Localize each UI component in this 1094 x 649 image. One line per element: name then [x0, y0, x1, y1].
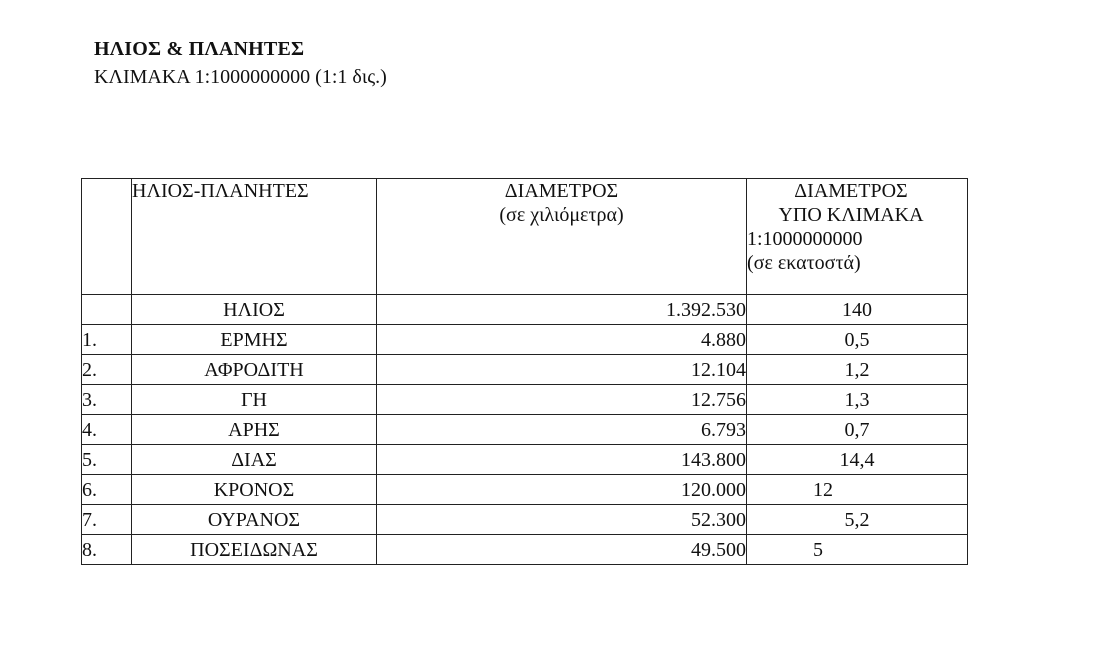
row-diameter: 120.000 [377, 475, 747, 505]
row-scaled: 5,2 [747, 505, 968, 535]
header-name: ΗΛΙΟΣ-ΠΛΑΝΗΤΕΣ [132, 179, 377, 295]
row-diameter: 52.300 [377, 505, 747, 535]
row-scaled: 0,5 [747, 325, 968, 355]
row-number: 4. [82, 415, 132, 445]
table-row [82, 475, 968, 505]
row-number: 5. [82, 445, 132, 475]
table-row [82, 445, 968, 475]
planets-table [81, 178, 968, 565]
header-scaled-diameter [747, 179, 968, 295]
row-number: 1. [82, 325, 132, 355]
header-scaled-ratio: 1:1000000000 [747, 228, 863, 250]
document-subtitle: ΚΛΙΜΑΚΑ 1:1000000000 (1:1 δις.) [94, 66, 387, 88]
header-diameter-title: ΔΙΑΜΕΤΡΟΣ [504, 180, 619, 202]
document-title: ΗΛΙΟΣ & ΠΛΑΝΗΤΕΣ [94, 38, 305, 60]
row-scaled: 5 [747, 535, 968, 565]
row-scaled: 140 [747, 295, 968, 325]
row-scaled: 12 [747, 475, 968, 505]
table-header-row [82, 179, 968, 295]
table-row [82, 295, 968, 325]
table-row [82, 505, 968, 535]
header-scaled-subtitle: ΥΠΟ ΚΛΙΜΑΚΑ [778, 204, 924, 226]
row-scaled: 1,3 [747, 385, 968, 415]
table-row [82, 355, 968, 385]
row-scaled: 14,4 [747, 445, 968, 475]
header-diameter-unit: (σε χιλιόμετρα) [499, 204, 624, 226]
row-diameter: 6.793 [377, 415, 747, 445]
row-diameter: 4.880 [377, 325, 747, 355]
row-name: ΕΡΜΗΣ [132, 325, 377, 355]
row-name: ΗΛΙΟΣ [132, 295, 377, 325]
header-diameter [377, 179, 747, 295]
row-number: 2. [82, 355, 132, 385]
header-scaled-title: ΔΙΑΜΕΤΡΟΣ [794, 180, 908, 202]
row-diameter: 49.500 [377, 535, 747, 565]
row-diameter: 143.800 [377, 445, 747, 475]
row-diameter: 12.104 [377, 355, 747, 385]
row-number: 8. [82, 535, 132, 565]
row-number: 7. [82, 505, 132, 535]
row-scaled: 1,2 [747, 355, 968, 385]
row-name: ΑΦΡΟΔΙΤΗ [132, 355, 377, 385]
row-number: 6. [82, 475, 132, 505]
row-name: ΚΡΟΝΟΣ [132, 475, 377, 505]
row-name: ΓΗ [132, 385, 377, 415]
row-scaled: 0,7 [747, 415, 968, 445]
row-diameter: 12.756 [377, 385, 747, 415]
table-row [82, 385, 968, 415]
header-scaled-unit: (σε εκατοστά) [747, 252, 861, 274]
row-name: ΟΥΡΑΝΟΣ [132, 505, 377, 535]
table-row [82, 535, 968, 565]
row-diameter: 1.392.530 [377, 295, 747, 325]
header-number [82, 179, 132, 295]
row-name: ΔΙΑΣ [132, 445, 377, 475]
row-name: ΠΟΣΕΙΔΩΝΑΣ [132, 535, 377, 565]
row-number [82, 295, 132, 325]
table-row [82, 415, 968, 445]
table-row [82, 325, 968, 355]
row-name: ΑΡΗΣ [132, 415, 377, 445]
row-number: 3. [82, 385, 132, 415]
